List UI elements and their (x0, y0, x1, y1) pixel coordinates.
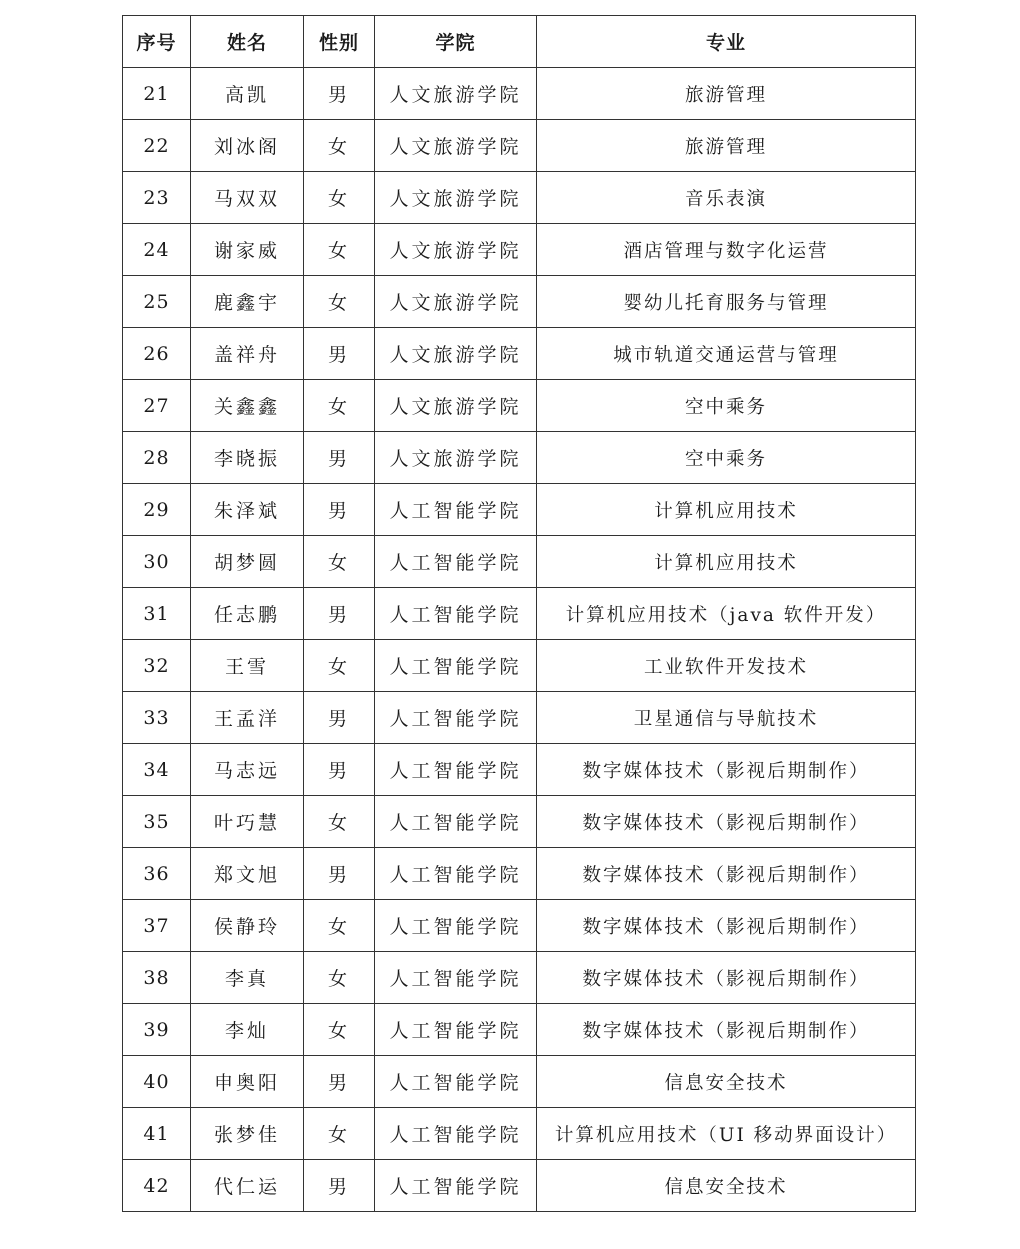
cell-gender: 男 (304, 1160, 375, 1212)
cell-college: 人工智能学院 (375, 536, 537, 588)
cell-name: 刘冰阁 (191, 120, 304, 172)
header-major: 专业 (537, 16, 916, 68)
cell-college: 人文旅游学院 (375, 68, 537, 120)
cell-major: 计算机应用技术（UI 移动界面设计） (537, 1108, 916, 1160)
cell-college: 人文旅游学院 (375, 120, 537, 172)
cell-name: 叶巧慧 (191, 796, 304, 848)
cell-index: 36 (123, 848, 191, 900)
cell-name: 王孟洋 (191, 692, 304, 744)
table-row (123, 1108, 916, 1160)
cell-gender: 男 (304, 432, 375, 484)
cell-major: 音乐表演 (537, 172, 916, 224)
cell-index: 33 (123, 692, 191, 744)
cell-college: 人工智能学院 (375, 640, 537, 692)
table-row (123, 120, 916, 172)
cell-major: 信息安全技术 (537, 1056, 916, 1108)
cell-college: 人工智能学院 (375, 1108, 537, 1160)
cell-major: 工业软件开发技术 (537, 640, 916, 692)
cell-major: 数字媒体技术（影视后期制作） (537, 848, 916, 900)
cell-index: 41 (123, 1108, 191, 1160)
cell-index: 35 (123, 796, 191, 848)
cell-index: 34 (123, 744, 191, 796)
cell-index: 29 (123, 484, 191, 536)
cell-gender: 女 (304, 952, 375, 1004)
cell-college: 人工智能学院 (375, 796, 537, 848)
cell-name: 任志鹏 (191, 588, 304, 640)
table-body (123, 68, 916, 1212)
cell-college: 人工智能学院 (375, 1160, 537, 1212)
table-row (123, 1160, 916, 1212)
cell-name: 侯静玲 (191, 900, 304, 952)
table-row (123, 484, 916, 536)
student-roster-table (122, 15, 916, 1212)
table-row (123, 588, 916, 640)
cell-index: 24 (123, 224, 191, 276)
table-row (123, 68, 916, 120)
cell-major: 酒店管理与数字化运营 (537, 224, 916, 276)
cell-college: 人工智能学院 (375, 692, 537, 744)
table-row (123, 328, 916, 380)
cell-major: 婴幼儿托育服务与管理 (537, 276, 916, 328)
cell-college: 人工智能学院 (375, 484, 537, 536)
table-row (123, 536, 916, 588)
table-row (123, 900, 916, 952)
cell-college: 人工智能学院 (375, 1004, 537, 1056)
cell-college: 人工智能学院 (375, 900, 537, 952)
cell-major: 数字媒体技术（影视后期制作） (537, 1004, 916, 1056)
cell-name: 王雪 (191, 640, 304, 692)
cell-college: 人文旅游学院 (375, 432, 537, 484)
cell-index: 38 (123, 952, 191, 1004)
table-row (123, 796, 916, 848)
table-row (123, 224, 916, 276)
cell-college: 人文旅游学院 (375, 380, 537, 432)
cell-major: 旅游管理 (537, 120, 916, 172)
cell-gender: 男 (304, 484, 375, 536)
cell-gender: 女 (304, 172, 375, 224)
header-row (123, 16, 916, 68)
cell-name: 鹿鑫宇 (191, 276, 304, 328)
cell-name: 张梦佳 (191, 1108, 304, 1160)
cell-name: 马志远 (191, 744, 304, 796)
cell-college: 人工智能学院 (375, 848, 537, 900)
cell-index: 42 (123, 1160, 191, 1212)
cell-college: 人文旅游学院 (375, 276, 537, 328)
cell-name: 李灿 (191, 1004, 304, 1056)
table-header (123, 16, 916, 68)
cell-gender: 男 (304, 848, 375, 900)
table-row (123, 848, 916, 900)
table-row (123, 1004, 916, 1056)
table-row (123, 432, 916, 484)
cell-major: 城市轨道交通运营与管理 (537, 328, 916, 380)
cell-major: 数字媒体技术（影视后期制作） (537, 796, 916, 848)
cell-index: 23 (123, 172, 191, 224)
header-college: 学院 (375, 16, 537, 68)
cell-name: 朱泽斌 (191, 484, 304, 536)
cell-college: 人工智能学院 (375, 588, 537, 640)
cell-name: 胡梦圆 (191, 536, 304, 588)
cell-college: 人文旅游学院 (375, 328, 537, 380)
cell-name: 谢家威 (191, 224, 304, 276)
table-row (123, 380, 916, 432)
cell-gender: 男 (304, 692, 375, 744)
cell-index: 28 (123, 432, 191, 484)
cell-gender: 男 (304, 744, 375, 796)
header-name: 姓名 (191, 16, 304, 68)
cell-index: 32 (123, 640, 191, 692)
cell-major: 信息安全技术 (537, 1160, 916, 1212)
cell-name: 申奥阳 (191, 1056, 304, 1108)
cell-major: 数字媒体技术（影视后期制作） (537, 952, 916, 1004)
cell-college: 人工智能学院 (375, 744, 537, 796)
cell-gender: 男 (304, 328, 375, 380)
cell-index: 39 (123, 1004, 191, 1056)
cell-major: 卫星通信与导航技术 (537, 692, 916, 744)
cell-gender: 女 (304, 640, 375, 692)
cell-name: 马双双 (191, 172, 304, 224)
cell-name: 盖祥舟 (191, 328, 304, 380)
cell-major: 计算机应用技术 (537, 536, 916, 588)
cell-index: 27 (123, 380, 191, 432)
cell-index: 26 (123, 328, 191, 380)
cell-name: 关鑫鑫 (191, 380, 304, 432)
cell-name: 代仁运 (191, 1160, 304, 1212)
cell-gender: 女 (304, 380, 375, 432)
cell-college: 人工智能学院 (375, 952, 537, 1004)
cell-major: 数字媒体技术（影视后期制作） (537, 744, 916, 796)
cell-index: 21 (123, 68, 191, 120)
cell-index: 25 (123, 276, 191, 328)
header-gender: 性别 (304, 16, 375, 68)
header-index: 序号 (123, 16, 191, 68)
cell-gender: 女 (304, 120, 375, 172)
table-row (123, 276, 916, 328)
cell-name: 李真 (191, 952, 304, 1004)
cell-major: 空中乘务 (537, 432, 916, 484)
table-row (123, 1056, 916, 1108)
cell-gender: 男 (304, 588, 375, 640)
cell-gender: 女 (304, 536, 375, 588)
cell-gender: 男 (304, 68, 375, 120)
table-row (123, 172, 916, 224)
cell-index: 37 (123, 900, 191, 952)
cell-college: 人文旅游学院 (375, 224, 537, 276)
cell-college: 人文旅游学院 (375, 172, 537, 224)
cell-major: 数字媒体技术（影视后期制作） (537, 900, 916, 952)
cell-gender: 男 (304, 1056, 375, 1108)
cell-name: 高凯 (191, 68, 304, 120)
cell-major: 计算机应用技术 (537, 484, 916, 536)
cell-index: 40 (123, 1056, 191, 1108)
cell-gender: 女 (304, 1004, 375, 1056)
table-row (123, 744, 916, 796)
cell-major: 空中乘务 (537, 380, 916, 432)
cell-name: 李晓振 (191, 432, 304, 484)
cell-index: 31 (123, 588, 191, 640)
cell-gender: 女 (304, 224, 375, 276)
cell-index: 22 (123, 120, 191, 172)
cell-name: 郑文旭 (191, 848, 304, 900)
cell-college: 人工智能学院 (375, 1056, 537, 1108)
cell-gender: 女 (304, 796, 375, 848)
cell-gender: 女 (304, 1108, 375, 1160)
cell-index: 30 (123, 536, 191, 588)
cell-gender: 女 (304, 276, 375, 328)
table-row (123, 640, 916, 692)
cell-major: 旅游管理 (537, 68, 916, 120)
cell-major: 计算机应用技术（java 软件开发） (537, 588, 916, 640)
cell-gender: 女 (304, 900, 375, 952)
table-row (123, 692, 916, 744)
table-row (123, 952, 916, 1004)
